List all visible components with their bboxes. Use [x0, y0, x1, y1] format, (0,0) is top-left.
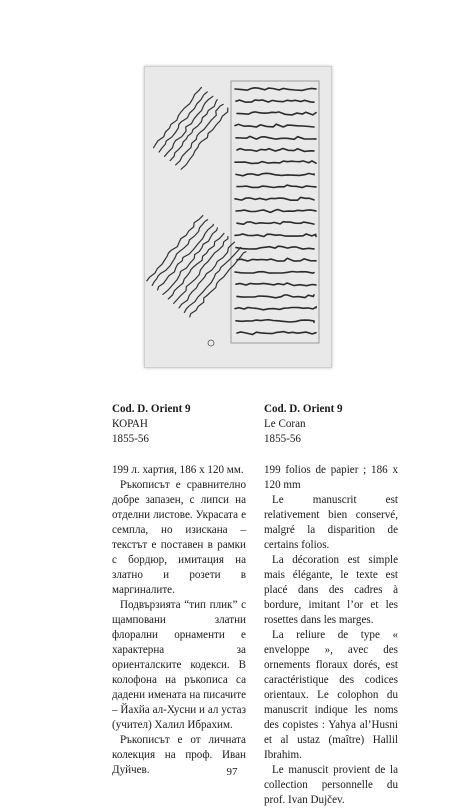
- item-date: 1855-56: [264, 433, 301, 445]
- decoration-paragraph: La décoration est simple mais élégante, le texte est placé dans des cadres à bordure, imitant l’or et les rosettes dans les marges.: [264, 554, 398, 626]
- condition-paragraph: Le manuscrit est relativement bien conservé, malgré la disparition de certains folios.: [264, 494, 398, 551]
- manuscript-page-illustration: [145, 67, 331, 367]
- item-date: 1855-56: [112, 433, 149, 445]
- manuscript-photo: [144, 66, 332, 368]
- provenance-paragraph: Le manuscit provient de la collection personnelle du prof. Ivan Dujčev.: [264, 764, 398, 806]
- bulgarian-description: [112, 402, 246, 778]
- catalog-code: Cod. D. Orient 9: [112, 403, 191, 415]
- item-title: КОРАН: [112, 418, 148, 430]
- binding-paragraph: Подвързията “тип плик” с щамповани златни флорални орнаменти е характерна за ориенталските кодекси. В колофона на ръкописа са дадени имената на писачите – Йахйа ал-Хусни и ал устаз (учител) Халил Ибрахим.: [112, 599, 246, 731]
- binding-paragraph: La reliure de type « enveloppe », avec des ornements floraux dorés, est caractéristique des codices orientaux. Le colophon du manuscrit indique les noms des copistes : Yahya al’Husnі et al ustaz (maître) Hallil Ibrahim.: [264, 629, 398, 761]
- physical-description: 199 л. хартия, 186 x 120 мм.: [112, 464, 244, 476]
- condition-paragraph: Ръкописът е сравнително добре запазен, с липси на отделни листове. Украсата е семпла, но изискана – текстът е поставен в рамки с бордюр, имитация на златно и розети в маргиналите.: [112, 479, 246, 596]
- provenance-paragraph: Ръкописът е от личната колекция на проф. Иван Дуйчев.: [112, 734, 246, 776]
- french-description: [264, 402, 398, 808]
- page-number: 97: [226, 766, 238, 778]
- catalog-code: Cod. D. Orient 9: [264, 403, 343, 415]
- physical-description: 199 folios de papier ; 186 x 120 mm: [264, 464, 398, 491]
- item-title: Le Coran: [264, 418, 306, 430]
